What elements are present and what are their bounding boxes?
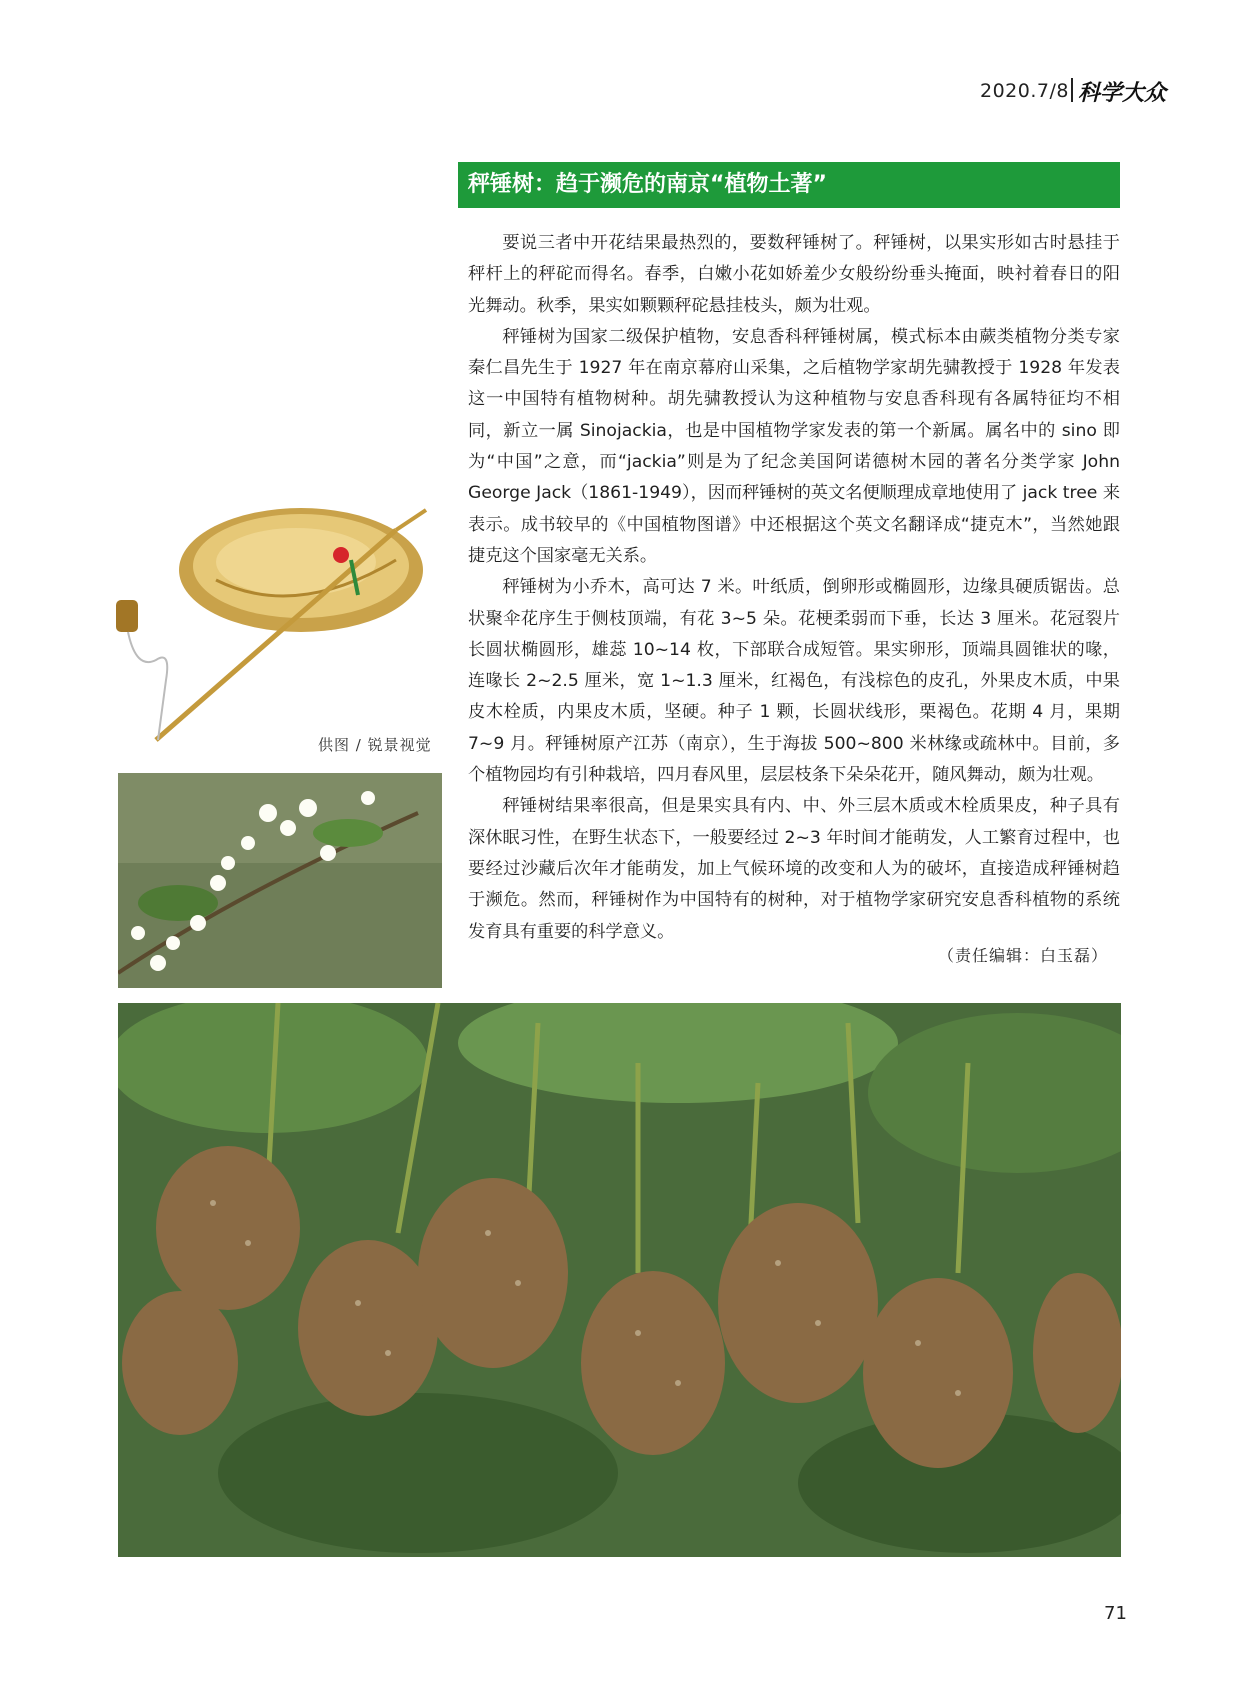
article-title: 秤锤树：趋于濒危的南京“植物土著” xyxy=(458,162,1120,208)
fruit-cluster-photo xyxy=(118,1003,1121,1557)
paragraph: 秤锤树为小乔木，高可达 7 米。叶纸质，倒卵形或椭圆形，边缘具硬质锯齿。总状聚伞花序生于侧枝顶端，有花 3~5 朵。花梗柔弱而下垂，长达 3 厘米。花冠裂片长圆状椭圆形，雄蕊 10~14 枚，下部联合成短管。果实卵形，顶端具圆锥状的喙，连喙长 2~2.5 厘米，宽 1~1.3 厘米，红褐色，有浅棕色的皮孔，外果皮木质，中果皮木栓质，内果皮木质，坚硬。种子 1 颗，长圆状线形，栗褐色。花期 4 月，果期 7~9 月。秤锤树原产江苏（南京），生于海拔 500~800 米林缘或疏林中。目前，多个植物园均有引种栽培，四月春风里，层层枝条下朵朵花开，随风舞动，颇为壮观。 xyxy=(468,577,1120,786)
paragraph: 秤锤树为国家二级保护植物，安息香科秤锤树属，模式标本由蕨类植物分类专家秦仁昌先生于 1927 年在南京幕府山采集，之后植物学家胡先骕教授于 1928 年发表这一中国特有植物树种。胡先骕教授认为这种植物与安息香科现有各属特征均不相同，新立一属 Sinojackia，也是中国植物学家发表的第一个新属。属名中的 sino 即为“中国”之意，而“jackia”则是为了纪念美国阿诺德树木园的著名分类学家 John George Jack（1861-1949），因而秤锤树的英文名便顺理成章地使用了 jack tree 来表示。成书较早的《中国植物图谱》中还根据这个英文名翻译成“捷克木”，当然她跟捷克这个国家毫无关系。 xyxy=(468,326,1121,566)
paragraph: 要说三者中开花结果最热烈的，要数秤锤树了。秤锤树，以果实形如古时悬挂于秤杆上的秤砣而得名。春季，白嫩小花如娇羞少女般纷纷垂头掩面，映衬着春日的阳光舞动。秋季，果实如颗颗秤砣悬挂枝头，颇为壮观。 xyxy=(468,233,1120,316)
flowering-branch-photo xyxy=(118,773,442,988)
photo-caption: 供图 / 锐景视觉 xyxy=(318,736,432,754)
article-body xyxy=(468,228,1120,948)
editor-credit: （责任编辑：白玉磊） xyxy=(938,946,1109,965)
paragraph: 秤锤树结果率很高，但是果实具有内、中、外三层木质或木栓质果皮，种子具有深休眠习性，在野生状态下，一般要经过 2~3 年时间才能萌发，人工繁育过程中，也要经过沙藏后次年才能萌发，加上气候环境的改变和人为的破坏，直接造成秤锤树趋于濒危。然而，秤锤树作为中国特有的树种，对于植物学家研究安息香科植物的系统发育具有重要的科学意义。 xyxy=(468,796,1120,942)
issue-date: 2020.7/8 xyxy=(980,80,1069,102)
steelyard-scale-photo xyxy=(96,500,461,755)
header-divider xyxy=(1071,78,1073,102)
magazine-logo: 科学大众 xyxy=(1078,80,1167,106)
page-number: 71 xyxy=(1104,1603,1127,1624)
